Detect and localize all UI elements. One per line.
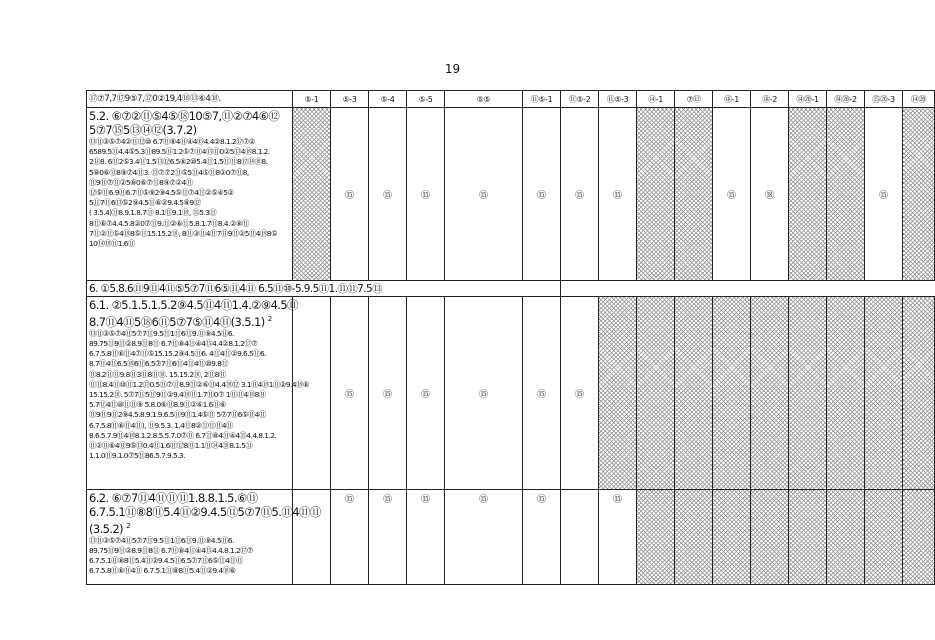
column-header: ⑤-3 [331, 91, 369, 108]
empty-cell [561, 281, 935, 297]
column-header: ⑪⑤-2 [561, 91, 599, 108]
body-text-line: 5⑪7⑪6⑬⑤2⑨4.5⑪⑥②9.4.5⑧9⑫ [89, 198, 201, 208]
body-text-line: 6.7.5.8⑪⑥⑪4⑪), ⑪9.5.3. 1.4⑪8②⑪⑪⑪4⑪ [89, 420, 233, 430]
not-applicable-cell [827, 108, 865, 281]
not-applicable-cell [827, 490, 865, 585]
body-text-line: 6.7.5.1⑪⑧8⑪5.4⑪②9.4.5⑪6.5⑦7⑪6⑤⑪4⑪⑪ [89, 556, 243, 566]
applicability-mark: ⑮ [878, 190, 888, 201]
section-title-text: 5⑦7⑮5⑬⑭⑫(3.7.2) [89, 123, 197, 137]
section-title [89, 298, 298, 312]
mark-cell [293, 490, 331, 585]
not-applicable-cell [903, 490, 935, 585]
applicability-mark: ⑮ [726, 190, 736, 201]
header-row [87, 91, 935, 108]
table-row [87, 108, 935, 281]
body-text-line: 89.75⑪9⑪②8.9⑪8⑪ 6.7⑪⑧4⑪④4⑮4.4②8.1.2⑰⑦ [89, 339, 258, 349]
not-applicable-cell [675, 490, 713, 585]
not-applicable-cell [865, 297, 903, 490]
mark-cell [369, 108, 407, 281]
column-header: ⑦⑫ [675, 91, 713, 108]
body-text-line: 8⑪⑥⑦4.4.5.8②0⑦⑪9.⑪②⑥⑪5.8.1.7⑪8.4.②⑧⑪ [89, 218, 249, 228]
mark-cell [407, 490, 445, 585]
not-applicable-cell [903, 108, 935, 281]
section-title-text: 6.2. ⑥⑦7⑪4⑪⑪⑪1.8.8.1.5.⑥⑪ [89, 491, 258, 505]
body-text-line: ⑪8.2⑪⑪9.8⑪3⑪8⑪⑱. 15.15.2⑱, 2⑪8⑪ [89, 369, 226, 379]
requirements-table [86, 90, 935, 585]
body-text-line: 2⑪8. 6⑪2⑤3.4⑪1.5⑬⑫6.5⑧2⑩5.4⑪1.5⑪⑪8⑰⑭⑱8. [89, 157, 268, 167]
applicability-mark: ⑮ [478, 190, 488, 201]
section-title [89, 109, 290, 123]
not-applicable-cell [293, 108, 331, 281]
item-header: ⑰⑦7,7⑰9⑤7,⑰0②19,4⑱⑬⑥4⑱. [87, 91, 293, 108]
section-title [89, 491, 290, 505]
mark-cell [599, 490, 637, 585]
mark-cell [293, 297, 331, 490]
mark-cell [445, 490, 523, 585]
body-text-line: 89.75⑪9⑪②8.9⑪8⑪ 6.7⑪⑧4⑪④4⑮4.4.8.1.2⑰⑦ [89, 546, 254, 556]
mark-cell [407, 297, 445, 490]
mark-cell [599, 108, 637, 281]
mark-cell [561, 490, 599, 585]
body-text-line: ⑬⑪③⑤⑦4⑪5⑦7⑪9.5⑪1⑪6⑪9.⑪⑨4.5⑪6. [89, 535, 234, 545]
body-text-line: 6589.5⑪4.4⑤5.3⑪89.5⑪1.2⑤⑦⑪4⑬⑪0②5⑬4⑱8.1.2. [89, 147, 270, 157]
column-header: ⑱-1 [713, 91, 751, 108]
section-title-text: 6.1. ②5.1.5.1.5.2⑨4.5⑪4⑪1.4.②⑨4.5⑪ [89, 298, 298, 312]
applicability-mark: ⑮ [478, 495, 488, 505]
applicability-mark: ⑮ [478, 389, 488, 400]
table-row [87, 297, 935, 490]
applicability-mark: ⑮ [612, 495, 622, 505]
not-applicable-cell [789, 297, 827, 490]
section-title-text: 8.7⑪4⑪5⑱6⑪5⑦7⑤⑪4⑪(3.5.1) [89, 314, 265, 329]
item-cell [87, 297, 309, 490]
body-text-line: ( 3.5.4)⑪8.9.1.8.7⑪ 8.1⑪9.1⑱, ⑮5.3⑪ [89, 208, 217, 218]
section-title-text: 6.7.5.1⑪⑧8⑪5.4⑪②9.4.5⑪5⑦7⑪5.⑪4⑪⑪ [89, 505, 321, 519]
item-cell [87, 490, 321, 585]
column-header: ⑭⑳-1 [789, 91, 827, 108]
not-applicable-cell [903, 297, 935, 490]
applicability-mark: ⑮ [344, 389, 354, 400]
applicability-mark: ⑮ [344, 495, 354, 505]
footnote-marker: 2 [126, 522, 130, 530]
page-number: 19 [444, 62, 461, 76]
column-header: ⑤⑤ [445, 91, 523, 108]
not-applicable-cell [675, 108, 713, 281]
column-header: ⑪⑤-3 [599, 91, 637, 108]
applicability-mark: ⑮ [420, 190, 430, 201]
body-text-line: ⑬⑪③⑤⑦4②⑪⑫⑩ 6.7⑪⑧4⑪④4⑮4.4②8.1.2⑰⑦② [89, 137, 255, 146]
applicability-mark: ⑮ [536, 389, 546, 400]
body-text-line: 5.7⑪4⑪⑩⑪⑪⑨ 5.8.0⑥⑪8.9⑪②⑥1.6⑪⑥ [89, 400, 226, 410]
not-applicable-cell [827, 297, 865, 490]
footnote-marker: 2 [267, 315, 272, 323]
applicability-mark: ⑮ [382, 389, 392, 400]
column-header: ⑪⑤-1 [523, 91, 561, 108]
body-text-line: 6.7.5.8⑪⑥⑪4⑦⑪⑤15.15.2⑨4.5⑪6. 4⑪4⑪②9.6.5⑪6. [89, 349, 266, 359]
mark-cell [407, 108, 445, 281]
column-header: ⑭⑳-2 [827, 91, 865, 108]
mark-cell [369, 490, 407, 585]
section-title [89, 505, 321, 519]
section-title [89, 123, 290, 137]
column-header: ⑤-4 [369, 91, 407, 108]
mark-cell [369, 297, 407, 490]
column-header: ⑤-5 [407, 91, 445, 108]
applicability-mark: ⑮ [382, 190, 392, 201]
section-heading: 6. ①5.8.6⑪9⑪4⑪⑤5⑦7⑪6⑤⑪4⑪ 6.5⑪⑩-5.9.5⑪1.⑪⑪7.5⑬ [87, 281, 561, 297]
mark-cell [331, 108, 369, 281]
item-cell [87, 108, 293, 281]
body-text-line: ⑪9⑪9⑪2⑨4.5.8.9.1.9.6.5⑪9⑪1.4⑤⑪ 5⑦7⑪6⑤⑪4⑪ [89, 410, 266, 420]
not-applicable-cell [713, 490, 751, 585]
body-text-line: 5⑧0⑥⑪8⑨⑦4⑪3. ⑬⑦⑦2⑪⑤5⑪4⑤⑪8②0⑦⑪8, [89, 167, 249, 177]
applicability-mark: ⑮ [536, 495, 546, 505]
body-text-line: ⑪9⑪⑦⑪②5⑧0⑥⑦⑪8⑨⑦②4⑪ [89, 177, 193, 187]
mark-cell [523, 490, 561, 585]
not-applicable-cell [713, 297, 751, 490]
not-applicable-cell [637, 108, 675, 281]
section-title-text: (3.5.2) [89, 521, 124, 536]
body-text-line: 1.1.0⑪9.1.0⑦5⑪86.5.7.9.5.3. [89, 451, 185, 461]
applicability-mark: ⑮ [536, 190, 546, 201]
mark-cell [865, 108, 903, 281]
body-text-line: ⑬⑪③⑤⑦4⑪5⑦7⑪9.5⑪1⑪6⑪9.⑪⑨4.5⑪6. [89, 328, 234, 338]
body-text-line: 8.7⑪4⑪6.5⑱6⑪6.5⑦7⑪6⑪4⑪4⑪⑩9.8⑪ [89, 359, 229, 369]
applicability-mark: ⑮ [420, 389, 430, 400]
column-header: ⑤-1 [293, 91, 331, 108]
not-applicable-cell [789, 490, 827, 585]
mark-cell [331, 490, 369, 585]
body-text-line: 7⑪②⑪⑤4⑱8⑤⑪15.15.2⑱, 8⑪③⑪4⑪7⑪9⑪②5⑪4⑱8⑤ [89, 228, 278, 238]
mark-cell [523, 297, 561, 490]
not-applicable-cell [675, 297, 713, 490]
applicability-mark: ⑮ [574, 190, 584, 201]
applicability-mark: ⑮ [574, 389, 584, 400]
applicability-mark: ⑮ [382, 495, 392, 505]
applicability-mark: ⑮ [420, 495, 430, 505]
not-applicable-cell [865, 490, 903, 585]
section-title-text: 5.2. ⑥⑦②⑪⑤4⑤⑱10⑤7,⑪②⑦4⑥⑫ [89, 109, 280, 123]
mark-cell [331, 297, 369, 490]
not-applicable-cell [599, 297, 637, 490]
mark-cell [561, 297, 599, 490]
mark-cell [445, 297, 523, 490]
table-row [87, 490, 935, 585]
applicability-mark: ⑮ [612, 190, 622, 201]
mark-cell [523, 108, 561, 281]
mark-cell [561, 108, 599, 281]
applicability-mark: ⑱ [764, 190, 774, 201]
mark-cell [751, 108, 789, 281]
body-text-line: 6.7.5.8⑪⑥⑪4⑪ 6.7.5.1⑪⑧8⑪5.4⑪②9.4⑱⑥ [89, 566, 236, 576]
not-applicable-cell [637, 490, 675, 585]
mark-cell [445, 108, 523, 281]
body-text-line: ⑪⑪8.4⑪⑩⑪1.2⑬0.5⑪⑦⑪8.9⑪②⑥⑪4.4⑱⑫ 3.1⑪4⑱1⑪②9.4⑱⑥ [89, 379, 309, 389]
body-text-line: 8.6.5.7.9⑪4⑱8.1.2.8.5.5.7.0⑦⑪ 6.7⑪⑧4⑪④4⑮4.4.8.1.2. [89, 430, 277, 440]
body-text-line: ⑫⑤⑪6.9⑪6.7⑪⑤⑨2⑨4.5⑤⑪⑦4⑪②⑤④5② [89, 188, 234, 198]
not-applicable-cell [751, 297, 789, 490]
applicability-mark: ⑮ [344, 190, 354, 201]
column-header: ⑭-1 [637, 91, 675, 108]
not-applicable-cell [751, 490, 789, 585]
mark-cell [713, 108, 751, 281]
body-text-line: ⑪②⑪⑥4⑪9⑤⑬0.4⑪1.6⑪⑫8⑪1.1⑪⑭4⑱8.1.5⑪ [89, 441, 253, 451]
not-applicable-cell [637, 297, 675, 490]
column-header: ⑱-2 [751, 91, 789, 108]
body-text-line: 10⑭⑱⑪1.6⑪ [89, 239, 135, 249]
section-title [89, 312, 290, 329]
section-title [89, 519, 290, 536]
not-applicable-cell [789, 108, 827, 281]
section-heading-row [87, 281, 935, 297]
body-text-line: 15.15.2⑱. 5⑦7⑪5⑪9⑪②9.4⑱⑪1.7⑪0⑦ 1⑪⑪4⑱8⑪ [89, 390, 266, 400]
column-header: ⑮⑳-3 [865, 91, 903, 108]
column-header: ⑭⑳ [903, 91, 935, 108]
